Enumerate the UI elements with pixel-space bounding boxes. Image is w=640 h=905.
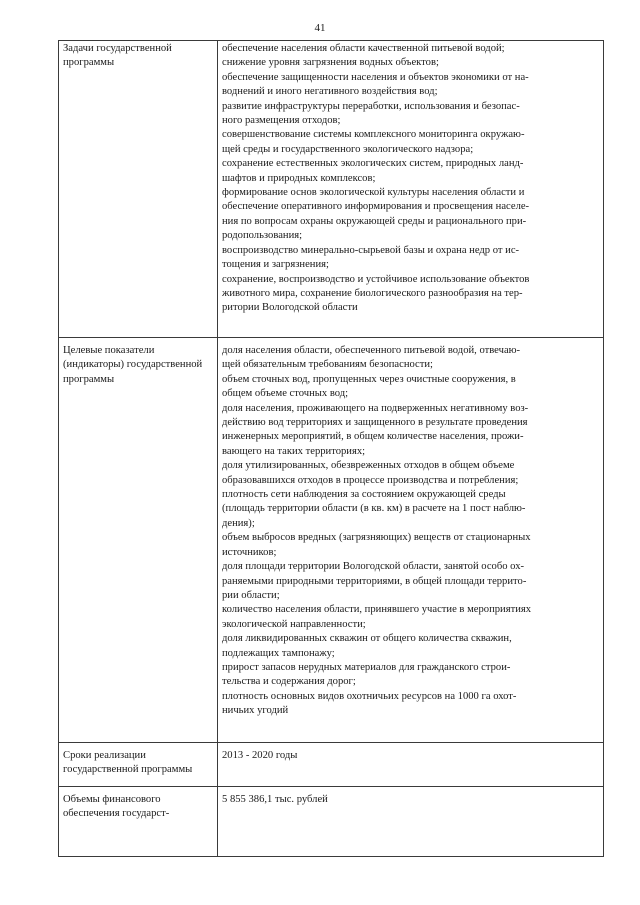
value-line: плотность основных видов охотничьих ресурсов на 1000 га охот- xyxy=(222,690,517,702)
row-label: Объемы финансового обеспечения государст- xyxy=(59,787,218,857)
value-line: ритории Вологодской области xyxy=(222,302,358,314)
value-line: доля населения, проживающего на подверженных негативному воз- xyxy=(222,402,529,414)
value-line: источников; xyxy=(222,546,277,558)
value-line: животного мира, сохранение биологического разнообразия на тер- xyxy=(222,287,523,299)
value-line: родопользования; xyxy=(222,230,303,242)
value-line: сохранение естественных экологических систем, природных ланд- xyxy=(222,158,524,170)
value-line: снижение уровня загрязнения водных объектов; xyxy=(222,57,439,69)
value-line: ного размещения отходов; xyxy=(222,115,341,127)
value-line: количество населения области, принявшего участие в мероприятиях xyxy=(222,604,532,616)
table-row xyxy=(59,743,604,787)
row-label: Задачи государственной программы xyxy=(59,41,218,338)
table-row xyxy=(59,41,604,338)
value-line: инженерных мероприятий, в общем количестве населения, прожи- xyxy=(222,431,524,443)
value-line: (площадь территории области (в кв. км) в расчете на 1 пост наблю- xyxy=(222,503,526,515)
program-passport-table xyxy=(58,40,604,857)
value-line: прирост запасов нерудных материалов для гражданского строи- xyxy=(222,661,511,673)
value-line: обеспечение защищенности населения и объектов экономики от на- xyxy=(222,71,529,83)
value-line: развитие инфраструктуры переработки, использования и безопас- xyxy=(222,100,520,112)
value-line: сохранение, воспроизводство и устойчивое использование объектов xyxy=(222,273,530,285)
value-line: вающего на таких территориях; xyxy=(222,445,366,457)
row-label: Сроки реализации государственной программы xyxy=(59,743,218,787)
value-line: 2013 - 2020 годы xyxy=(222,750,298,761)
value-line: образовавшихся отходов в процессе производства и потребления; xyxy=(222,474,519,486)
value-line: рии области; xyxy=(222,589,280,601)
table-row xyxy=(59,787,604,857)
value-line: щей среды и государственного экологического надзора; xyxy=(222,143,474,155)
value-line: воспроизводство минерально-сырьевой базы и охрана недр от ис- xyxy=(222,244,520,256)
value-line: обеспечение населения области качественной питьевой водой; xyxy=(222,43,505,54)
value-line: совершенствование системы комплексного мониторинга окружаю- xyxy=(222,129,525,141)
row-label: Целевые показатели (индикаторы) государственной программы xyxy=(59,338,218,743)
value-line: ничьих угодий xyxy=(222,705,289,717)
value-line: объем сточных вод, пропущенных через очистные сооружения, в xyxy=(222,373,516,385)
row-value xyxy=(218,338,604,743)
value-line: объем выбросов вредных (загрязняющих) веществ от стационарных xyxy=(222,532,531,544)
row-value xyxy=(218,787,604,857)
table-row xyxy=(59,338,604,743)
row-value xyxy=(218,743,604,787)
value-line: доля населения области, обеспеченного питьевой водой, отвечаю- xyxy=(222,345,521,356)
value-line: плотность сети наблюдения за состоянием окружающей среды xyxy=(222,489,506,501)
value-line: доля площади территории Вологодской области, занятой особо ох- xyxy=(222,561,525,573)
value-line: доля утилизированных, обезвреженных отходов в общем объеме xyxy=(222,460,515,472)
value-line: раняемыми природными территориями, в общей площади террито- xyxy=(222,575,527,587)
value-line: ния по вопросам охраны окружающей среды и рационального при- xyxy=(222,215,527,227)
value-line: обеспечение оперативного информирования и просвещения населе- xyxy=(222,201,530,213)
value-line: действию вод территориях и защищенного в результате проведения xyxy=(222,417,528,429)
page-number: 41 xyxy=(314,22,326,34)
value-line: тельства и содержания дорог; xyxy=(222,676,356,688)
value-line: подлежащих тампонажу; xyxy=(222,647,335,659)
value-line: экологической направленности; xyxy=(222,618,366,630)
row-value xyxy=(218,41,604,338)
value-line: доля ликвидированных скважин от общего количества скважин, xyxy=(222,633,512,645)
value-line: дения); xyxy=(222,517,255,529)
value-line: общем объеме сточных вод; xyxy=(222,388,349,400)
value-line: воднений и иного негативного воздействия вод; xyxy=(222,86,438,98)
value-line: 5 855 386,1 тыс. рублей xyxy=(222,794,328,805)
value-line: формирование основ экологической культуры населения области и xyxy=(222,187,525,199)
value-line: щей обязательным требованиям безопасности; xyxy=(222,359,433,371)
value-line: тощения и загрязнения; xyxy=(222,259,329,271)
value-line: шафтов и природных комплексов; xyxy=(222,172,376,184)
